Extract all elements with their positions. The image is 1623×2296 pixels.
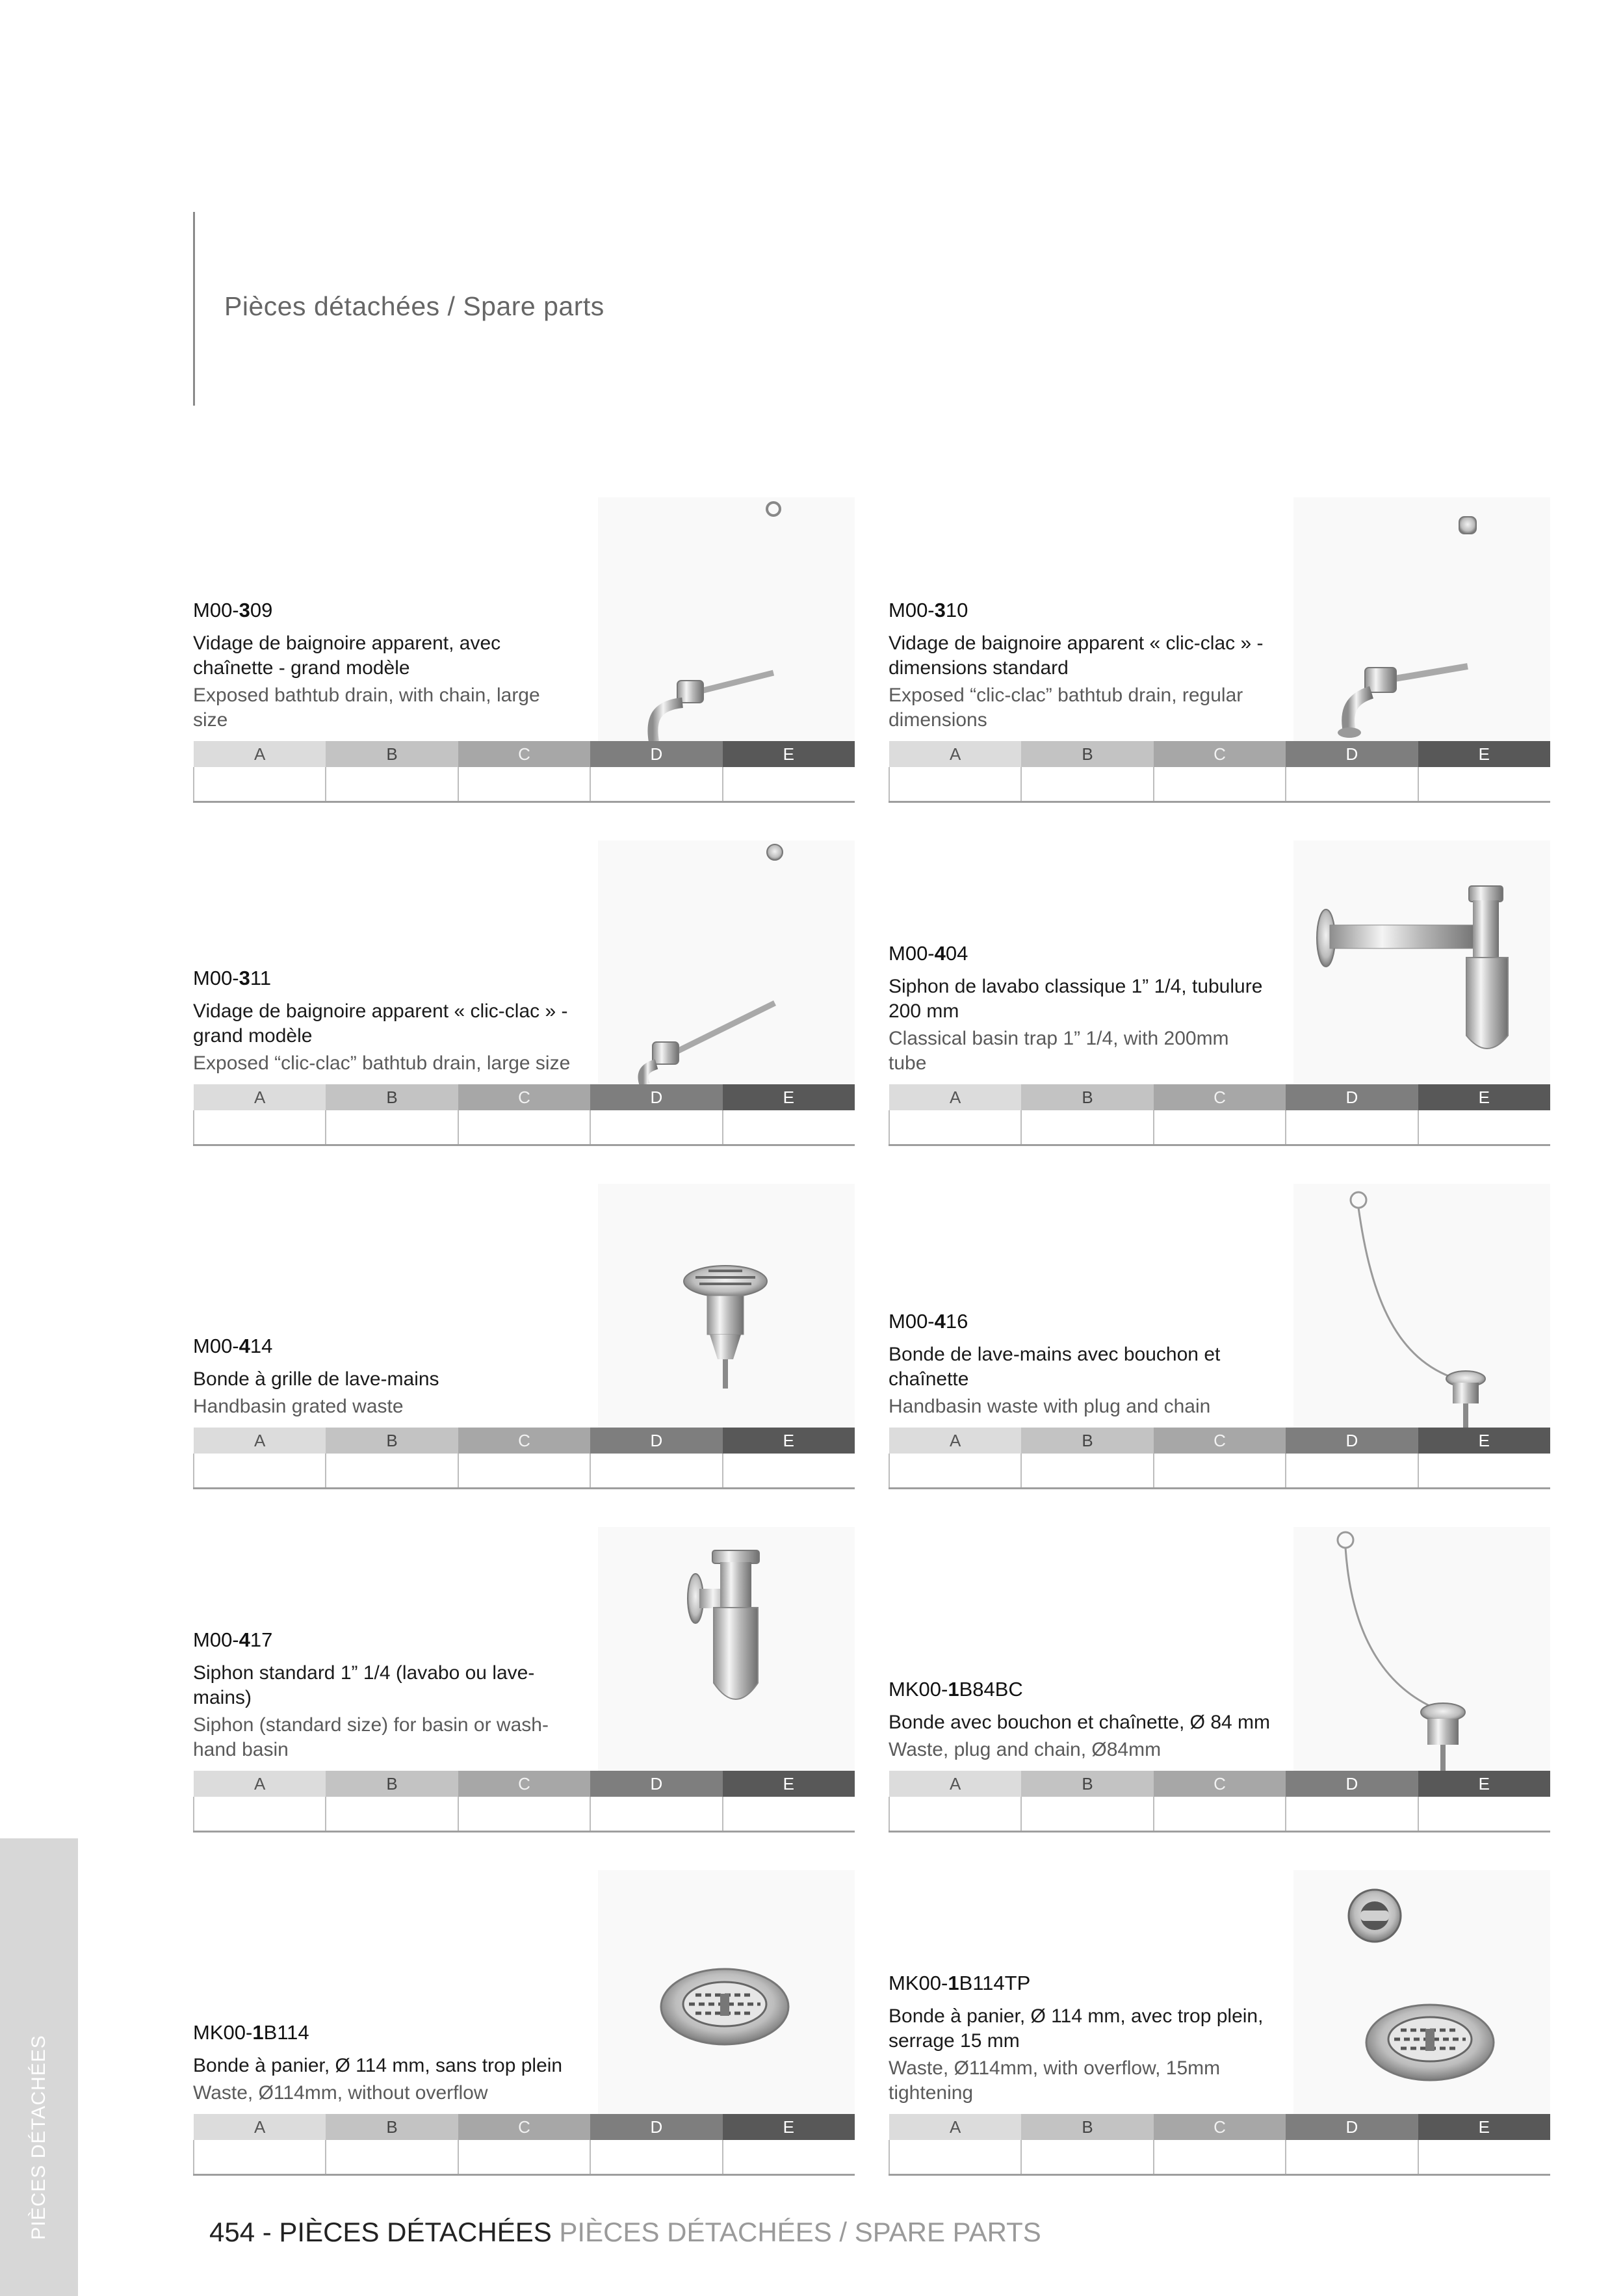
product-card bbox=[193, 497, 855, 803]
product-description-en: Classical basin trap 1” 1/4, with 200mm tube bbox=[889, 1028, 1229, 1074]
product-description-fr: Vidage de baignoire apparent « clic-clac » - dimensions standard bbox=[889, 633, 1264, 679]
product-code: M00-417 bbox=[193, 1628, 273, 1651]
product-image bbox=[1293, 1184, 1550, 1428]
waste-plug-chain-84-icon bbox=[1293, 1527, 1550, 1771]
product-card bbox=[193, 1870, 855, 2176]
basket-strainer-icon bbox=[598, 1870, 855, 2115]
footer-subtitle: PIÈCES DÉTACHÉES / SPARE PARTS bbox=[551, 2217, 1041, 2247]
product-description-fr: Bonde à panier, Ø 114 mm, avec trop plein, serrage 15 mm bbox=[889, 2005, 1264, 2052]
product-image bbox=[1293, 841, 1550, 1085]
product-description-fr: Siphon standard 1” 1/4 (lavabo ou lave-mains) bbox=[193, 1662, 535, 1708]
basket-strainer-overflow-icon bbox=[1293, 1870, 1550, 2115]
product-description-en: Exposed “clic-clac” bathtub drain, regular dimensions bbox=[889, 685, 1243, 731]
dimensions-table: A B C D E bbox=[193, 741, 855, 803]
waste-plug-chain-icon bbox=[1293, 1184, 1550, 1428]
product-card bbox=[889, 497, 1550, 803]
product-image bbox=[598, 1870, 855, 2115]
product-description-fr: Bonde à grille de lave-mains bbox=[193, 1368, 439, 1390]
product-description-fr: Bonde à panier, Ø 114 mm, sans trop plein bbox=[193, 2055, 563, 2076]
product-description-en: Exposed “clic-clac” bathtub drain, large size bbox=[193, 1052, 571, 1074]
product-code: M00-311 bbox=[193, 967, 272, 989]
product-card bbox=[193, 1527, 855, 1833]
product-code: M00-309 bbox=[193, 599, 273, 621]
product-description-fr: Vidage de baignoire apparent « clic-clac » - grand modèle bbox=[193, 1000, 568, 1047]
side-tab-label: PIÈCES DÉTACHÉES bbox=[28, 2035, 49, 2240]
page-title: Pièces détachées / Spare parts bbox=[224, 291, 604, 321]
section-side-tab bbox=[0, 1838, 78, 2296]
product-code: M00-416 bbox=[889, 1310, 968, 1333]
product-code: MK00-1B114 bbox=[193, 2021, 309, 2044]
dimensions-table: A B C D E bbox=[889, 1771, 1550, 1833]
product-description-en: Waste, Ø114mm, without overflow bbox=[193, 2082, 488, 2104]
product-card bbox=[193, 841, 855, 1146]
product-card bbox=[889, 1527, 1550, 1833]
product-image bbox=[1293, 1870, 1550, 2115]
product-image bbox=[598, 1527, 855, 1771]
dimensions-table: A B C D E bbox=[889, 2114, 1550, 2176]
product-description-en: Exposed bathtub drain, with chain, large size bbox=[193, 685, 540, 731]
dimensions-table: A B C D E bbox=[889, 741, 1550, 803]
product-description-fr: Vidage de baignoire apparent, avec chaînette - grand modèle bbox=[193, 633, 501, 679]
product-description-fr: Bonde de lave-mains avec bouchon et chaînette bbox=[889, 1344, 1221, 1390]
header-rule bbox=[193, 212, 195, 406]
product-image bbox=[598, 841, 855, 1085]
bathtub-drain-clicclac-large-icon bbox=[598, 841, 855, 1085]
product-code: M00-310 bbox=[889, 599, 968, 621]
grated-waste-icon bbox=[598, 1184, 855, 1428]
product-description-en: Siphon (standard size) for basin or wash-hand basin bbox=[193, 1714, 549, 1760]
product-code: MK00-1B114TP bbox=[889, 1972, 1031, 1994]
product-code: MK00-1B84BC bbox=[889, 1678, 1023, 1701]
dimensions-table: A B C D E bbox=[193, 1771, 855, 1833]
dimensions-table: A B C D E bbox=[193, 1084, 855, 1146]
product-description-en: Waste, plug and chain, Ø84mm bbox=[889, 1739, 1162, 1760]
bathtub-drain-chain-large-icon bbox=[598, 497, 855, 742]
product-card bbox=[889, 1184, 1550, 1489]
dimensions-table: A B C D E bbox=[889, 1084, 1550, 1146]
product-description-en: Handbasin grated waste bbox=[193, 1396, 404, 1417]
footer-section: PIÈCES DÉTACHÉES bbox=[279, 2217, 552, 2247]
product-description-fr: Siphon de lavabo classique 1” 1/4, tubulure 200 mm bbox=[889, 976, 1263, 1022]
bathtub-drain-clicclac-standard-icon bbox=[1293, 497, 1550, 742]
dimensions-table: A B C D E bbox=[193, 2114, 855, 2176]
bottle-trap-long-tube-icon bbox=[1293, 841, 1550, 1085]
product-description-en: Waste, Ø114mm, with overflow, 15mm tightening bbox=[889, 2057, 1221, 2104]
product-description-en: Handbasin waste with plug and chain bbox=[889, 1396, 1211, 1417]
product-code: M00-404 bbox=[889, 942, 968, 965]
product-image bbox=[1293, 497, 1550, 742]
dimensions-table: A B C D E bbox=[889, 1428, 1550, 1489]
bottle-trap-standard-icon bbox=[598, 1527, 855, 1771]
product-description-fr: Bonde avec bouchon et chaînette, Ø 84 mm bbox=[889, 1712, 1271, 1733]
product-code: M00-414 bbox=[193, 1335, 273, 1357]
page-footer bbox=[209, 2217, 1041, 2248]
product-image bbox=[598, 1184, 855, 1428]
page-number: 454 - bbox=[209, 2217, 279, 2247]
product-card bbox=[889, 841, 1550, 1146]
product-card bbox=[889, 1870, 1550, 2176]
product-card bbox=[193, 1184, 855, 1489]
product-image bbox=[598, 497, 855, 742]
product-image bbox=[1293, 1527, 1550, 1771]
dimensions-table: A B C D E bbox=[193, 1428, 855, 1489]
